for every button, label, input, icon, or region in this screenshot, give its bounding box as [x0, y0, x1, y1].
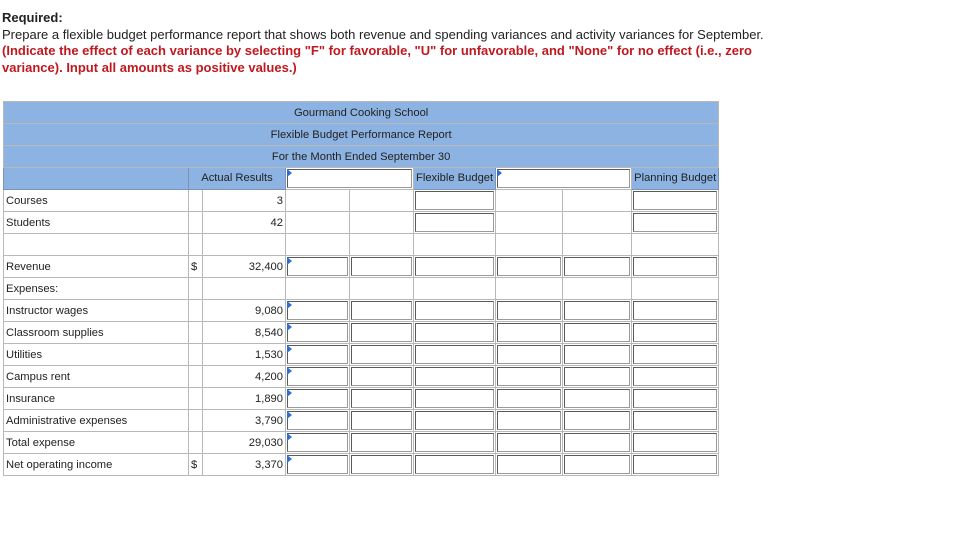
dropdown-flag-icon — [287, 367, 292, 375]
row-label: Courses — [4, 190, 189, 212]
planning-budget-input[interactable] — [632, 388, 719, 410]
variance-1-amount-input[interactable] — [286, 410, 350, 432]
dropdown-flag-icon — [287, 169, 292, 177]
row-classroom-supplies — [4, 322, 719, 344]
dropdown-flag-icon — [287, 411, 292, 419]
row-total-expense — [4, 432, 719, 454]
flexible-budget-input[interactable] — [414, 344, 496, 366]
dropdown-flag-icon — [287, 433, 292, 441]
variance-2-amount-input[interactable] — [496, 322, 563, 344]
actual-value: 42 — [203, 212, 286, 234]
flexible-budget-header: Flexible Budget — [414, 168, 496, 190]
label-column-header — [4, 168, 189, 190]
row-label: Students — [4, 212, 189, 234]
actual-value: 9,080 — [203, 300, 286, 322]
actual-value: 1,530 — [203, 344, 286, 366]
planning-budget-input[interactable] — [632, 300, 719, 322]
variance-2-amount-input[interactable] — [496, 432, 563, 454]
report-title: Flexible Budget Performance Report — [4, 124, 719, 146]
actual-value: 4,200 — [203, 366, 286, 388]
variance-1-amount-input[interactable] — [286, 322, 350, 344]
row-campus-rent — [4, 366, 719, 388]
planning-budget-input[interactable] — [632, 322, 719, 344]
variance-1-effect-select[interactable] — [350, 256, 414, 278]
variance-1-amount-input[interactable] — [286, 300, 350, 322]
variance-1-effect-select[interactable] — [350, 388, 414, 410]
instruction-text: Prepare a flexible budget performance report that shows both revenue and spending variances and activity variances for September. — [2, 26, 764, 42]
actual-value: 3,370 — [203, 454, 286, 476]
variance-1-amount-input[interactable] — [286, 432, 350, 454]
dropdown-flag-icon — [287, 323, 292, 331]
flexible-budget-input[interactable] — [414, 410, 496, 432]
flexible-budget-input[interactable] — [414, 454, 496, 476]
instruction-note-2: variance). Input all amounts as positive values.) — [2, 59, 297, 75]
flexible-budget-input[interactable] — [414, 388, 496, 410]
actual-value: 29,030 — [203, 432, 286, 454]
planning-budget-header: Planning Budget — [632, 168, 719, 190]
row-revenue — [4, 256, 719, 278]
variance-2-effect-select[interactable] — [563, 388, 632, 410]
row-label: Classroom supplies — [4, 322, 189, 344]
variance-1-effect-select[interactable] — [350, 322, 414, 344]
variance-1-amount-input[interactable] — [286, 256, 350, 278]
currency-symbol: $ — [189, 454, 203, 476]
row-label: Revenue — [4, 256, 189, 278]
flexible-budget-input[interactable] — [414, 190, 496, 212]
planning-budget-input[interactable] — [632, 256, 719, 278]
actual-value: 8,540 — [203, 322, 286, 344]
variance-2-effect-select[interactable] — [563, 322, 632, 344]
dropdown-flag-icon — [287, 345, 292, 353]
actual-value: 1,890 — [203, 388, 286, 410]
row-label: Total expense — [4, 432, 189, 454]
variance-1-header-input[interactable] — [286, 168, 414, 190]
row-label: Instructor wages — [4, 300, 189, 322]
variance-1-effect-select[interactable] — [350, 344, 414, 366]
variance-2-amount-input[interactable] — [496, 366, 563, 388]
variance-2-amount-input[interactable] — [496, 256, 563, 278]
variance-1-effect-select[interactable] — [350, 410, 414, 432]
row-label: Utilities — [4, 344, 189, 366]
dropdown-flag-icon — [287, 455, 292, 463]
variance-2-effect-select[interactable] — [563, 432, 632, 454]
variance-2-effect-select[interactable] — [563, 454, 632, 476]
variance-1-effect-select[interactable] — [350, 366, 414, 388]
variance-2-amount-input[interactable] — [496, 344, 563, 366]
required-heading: Required: — [2, 10, 63, 25]
variance-1-amount-input[interactable] — [286, 388, 350, 410]
actual-value: 32,400 — [203, 256, 286, 278]
planning-budget-input[interactable] — [632, 212, 719, 234]
row-spacer — [4, 234, 719, 256]
variance-1-amount-input[interactable] — [286, 344, 350, 366]
currency-symbol: $ — [189, 256, 203, 278]
instruction-note-1: (Indicate the effect of each variance by selecting "F" for favorable, "U" for unfavorable, and "None" for no effect (i.e., zero — [2, 43, 752, 58]
variance-1-amount-input[interactable] — [286, 454, 350, 476]
planning-budget-input[interactable] — [632, 344, 719, 366]
variance-2-amount-input[interactable] — [496, 454, 563, 476]
performance-report-table — [3, 101, 719, 476]
actual-value: 3,790 — [203, 410, 286, 432]
row-students — [4, 212, 719, 234]
row-courses — [4, 190, 719, 212]
flexible-budget-input[interactable] — [414, 256, 496, 278]
flexible-budget-input[interactable] — [414, 300, 496, 322]
variance-1-effect-select[interactable] — [350, 300, 414, 322]
dropdown-flag-icon — [287, 257, 292, 265]
variance-2-effect-select[interactable] — [563, 366, 632, 388]
variance-1-effect-select[interactable] — [350, 454, 414, 476]
variance-2-amount-input[interactable] — [496, 410, 563, 432]
row-instructor-wages — [4, 300, 719, 322]
flexible-budget-input[interactable] — [414, 366, 496, 388]
row-utilities — [4, 344, 719, 366]
variance-2-amount-input[interactable] — [496, 388, 563, 410]
dropdown-flag-icon — [287, 389, 292, 397]
row-label: Expenses: — [4, 278, 189, 300]
dropdown-flag-icon — [497, 169, 502, 177]
planning-budget-input[interactable] — [632, 454, 719, 476]
company-name: Gourmand Cooking School — [4, 102, 719, 124]
variance-2-effect-select[interactable] — [563, 300, 632, 322]
actual-results-header: Actual Results — [189, 168, 286, 190]
row-net-operating-income — [4, 454, 719, 476]
planning-budget-input[interactable] — [632, 366, 719, 388]
variance-1-effect-select[interactable] — [350, 432, 414, 454]
instructions — [2, 10, 962, 76]
flexible-budget-input[interactable] — [414, 212, 496, 234]
row-expenses-heading — [4, 278, 719, 300]
flexible-budget-input[interactable] — [414, 432, 496, 454]
planning-budget-input[interactable] — [632, 410, 719, 432]
row-administrative-expenses — [4, 410, 719, 432]
variance-2-amount-input[interactable] — [496, 300, 563, 322]
report-period: For the Month Ended September 30 — [4, 146, 719, 168]
row-label: Administrative expenses — [4, 410, 189, 432]
variance-2-header-input[interactable] — [496, 168, 632, 190]
variance-2-effect-select[interactable] — [563, 256, 632, 278]
variance-2-effect-select[interactable] — [563, 410, 632, 432]
row-insurance — [4, 388, 719, 410]
row-label: Campus rent — [4, 366, 189, 388]
planning-budget-input[interactable] — [632, 432, 719, 454]
row-label: Insurance — [4, 388, 189, 410]
actual-value: 3 — [203, 190, 286, 212]
dropdown-flag-icon — [287, 301, 292, 309]
row-label: Net operating income — [4, 454, 189, 476]
variance-1-amount-input[interactable] — [286, 366, 350, 388]
flexible-budget-input[interactable] — [414, 322, 496, 344]
variance-2-effect-select[interactable] — [563, 344, 632, 366]
planning-budget-input[interactable] — [632, 190, 719, 212]
